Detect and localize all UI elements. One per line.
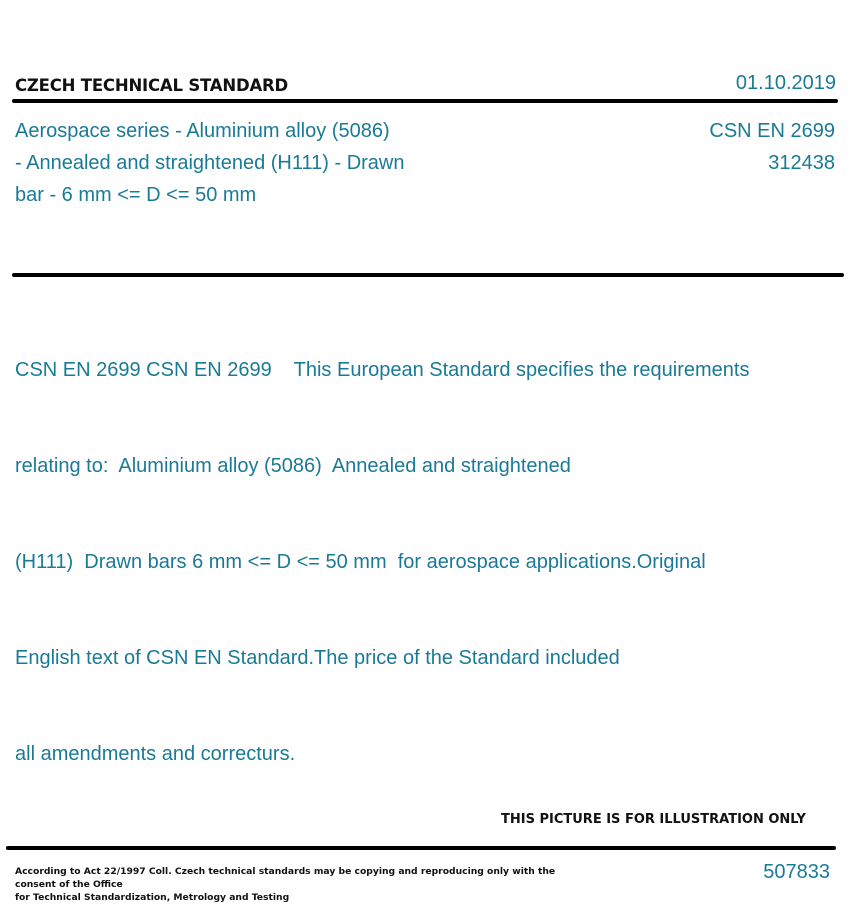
legal-notice <box>15 865 595 904</box>
description-line: (H111) Drawn bars 6 mm <= D <= 50 mm for aerospace applications.Original <box>15 551 706 573</box>
description-line: CSN EN 2699 CSN EN 2699 This European Standard specifies the requirements <box>15 359 750 381</box>
header-divider <box>12 99 838 103</box>
legal-line: According to Act 22/1997 Coll. Czech technical standards may be copying and reproducing only with the consent of the Office <box>15 866 556 890</box>
legal-line: for Technical Standardization, Metrology and Testing <box>15 892 290 903</box>
document-heading: CZECH TECHNICAL STANDARD <box>15 76 289 95</box>
catalog-number: 507833 <box>763 861 830 883</box>
standard-title <box>15 115 455 211</box>
footer-divider <box>6 846 836 850</box>
standard-title-line: - Annealed and straightened (H111) - Drawn <box>15 152 405 174</box>
standard-code: CSN EN 2699 <box>709 120 835 142</box>
standard-title-line: bar - 6 mm <= D <= 50 mm <box>15 184 257 206</box>
standard-description <box>15 290 815 802</box>
section-divider <box>12 273 844 277</box>
standard-title-line: Aerospace series - Aluminium alloy (5086) <box>15 120 390 142</box>
description-line: all amendments and correcturs. <box>15 743 296 765</box>
publication-date: 01.10.2019 <box>735 72 836 94</box>
description-line: relating to: Aluminium alloy (5086) Annealed and straightened <box>15 455 571 477</box>
standard-id: 312438 <box>768 152 835 174</box>
illustration-note: THIS PICTURE IS FOR ILLUSTRATION ONLY <box>501 812 806 827</box>
description-line: English text of CSN EN Standard.The price of the Standard included <box>15 647 620 669</box>
